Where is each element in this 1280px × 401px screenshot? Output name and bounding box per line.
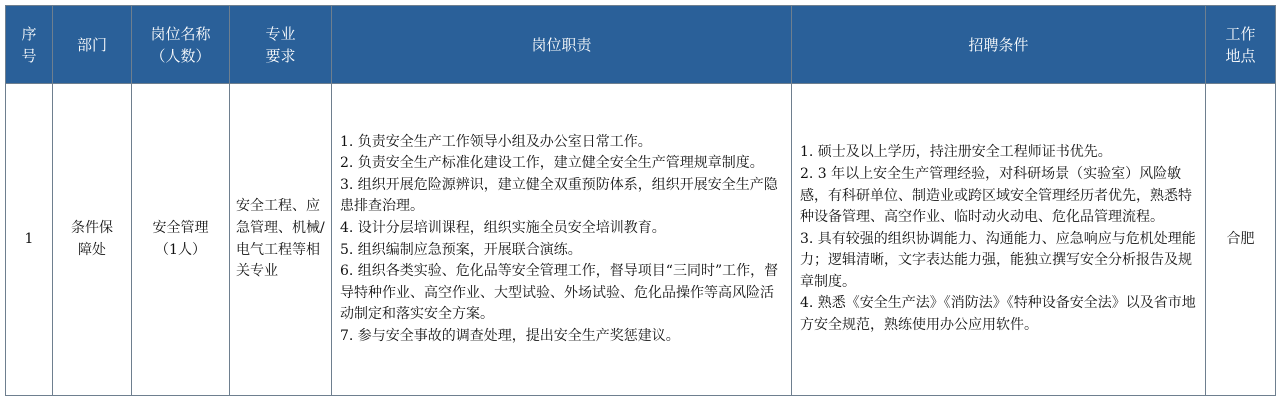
duty-item: 1. 负责安全生产工作领导小组及办公室日常工作。 <box>340 133 652 150</box>
header-major-line-1: 专业 <box>265 24 296 43</box>
requirement-item: 4. 熟悉《安全生产法》《消防法》《特种设备安全法》以及省市地方安全规范，熟练使用办公应用软件。 <box>800 295 1196 334</box>
header-location <box>1206 6 1276 84</box>
cell-requirements <box>792 84 1206 396</box>
header-position-line-2: （人数） <box>150 46 211 65</box>
header-requirements: 招聘条件 <box>792 6 1206 84</box>
duty-item: 6. 组织各类实验、危化品等安全管理工作，督导项目“三同时”工作，督导特种作业、高空作业、大型试验、外场试验、危化品操作等高风险活动制定和落实安全方案。 <box>340 263 779 323</box>
header-location-line-1: 工作 <box>1225 24 1256 43</box>
header-major-line-2: 要求 <box>265 46 296 65</box>
cell-major: 安全工程、应急管理、机械/电气工程等相关专业 <box>230 84 332 396</box>
recruitment-table <box>5 5 1276 396</box>
cell-location: 合肥 <box>1206 84 1276 396</box>
header-duties: 岗位职责 <box>332 6 792 84</box>
header-no <box>6 6 53 84</box>
duty-item: 4. 设计分层培训课程，组织实施全员安全培训教育。 <box>340 219 666 236</box>
table-row <box>6 84 1276 396</box>
header-row <box>6 6 1276 84</box>
header-no-line-2: 号 <box>21 46 37 65</box>
header-major <box>230 6 332 84</box>
duty-item: 3. 组织开展危险源辨识，建立健全双重预防体系，组织开展安全生产隐患排查治理。 <box>340 176 778 215</box>
header-position-line-1: 岗位名称 <box>150 24 211 43</box>
header-dept: 部门 <box>53 6 132 84</box>
requirement-item: 3. 具有较强的组织协调能力、沟通能力、应急响应与危机处理能力；逻辑清晰，文字表达能力强，能独立撰写安全分析报告及规章制度。 <box>800 230 1196 290</box>
cell-dept: 条件保障处 <box>53 84 132 396</box>
duty-item: 5. 组织编制应急预案，开展联合演练。 <box>340 241 582 258</box>
header-location-line-2: 地点 <box>1225 46 1256 65</box>
duty-item: 7. 参与安全事故的调查处理，提出安全生产奖惩建议。 <box>340 327 680 344</box>
duty-item: 2. 负责安全生产标准化建设工作，建立健全安全生产管理规章制度。 <box>340 155 764 172</box>
requirement-item: 2. 3 年以上安全生产管理经验，对科研场景（实验室）风险敏感，有科研单位、制造业或跨区域安全管理经历者优先，熟悉特种设备管理、高空作业、临时动火动电、危化品管理流程。 <box>800 165 1192 226</box>
cell-no: 1 <box>6 84 53 396</box>
header-position <box>132 6 230 84</box>
header-no-line-1: 序 <box>21 24 37 43</box>
recruitment-table-container <box>5 5 1275 395</box>
requirement-item: 1. 硕士及以上学历，持注册安全工程师证书优先。 <box>800 144 1112 161</box>
cell-position: 安全管理（1人） <box>132 84 230 396</box>
cell-duties <box>332 84 792 396</box>
